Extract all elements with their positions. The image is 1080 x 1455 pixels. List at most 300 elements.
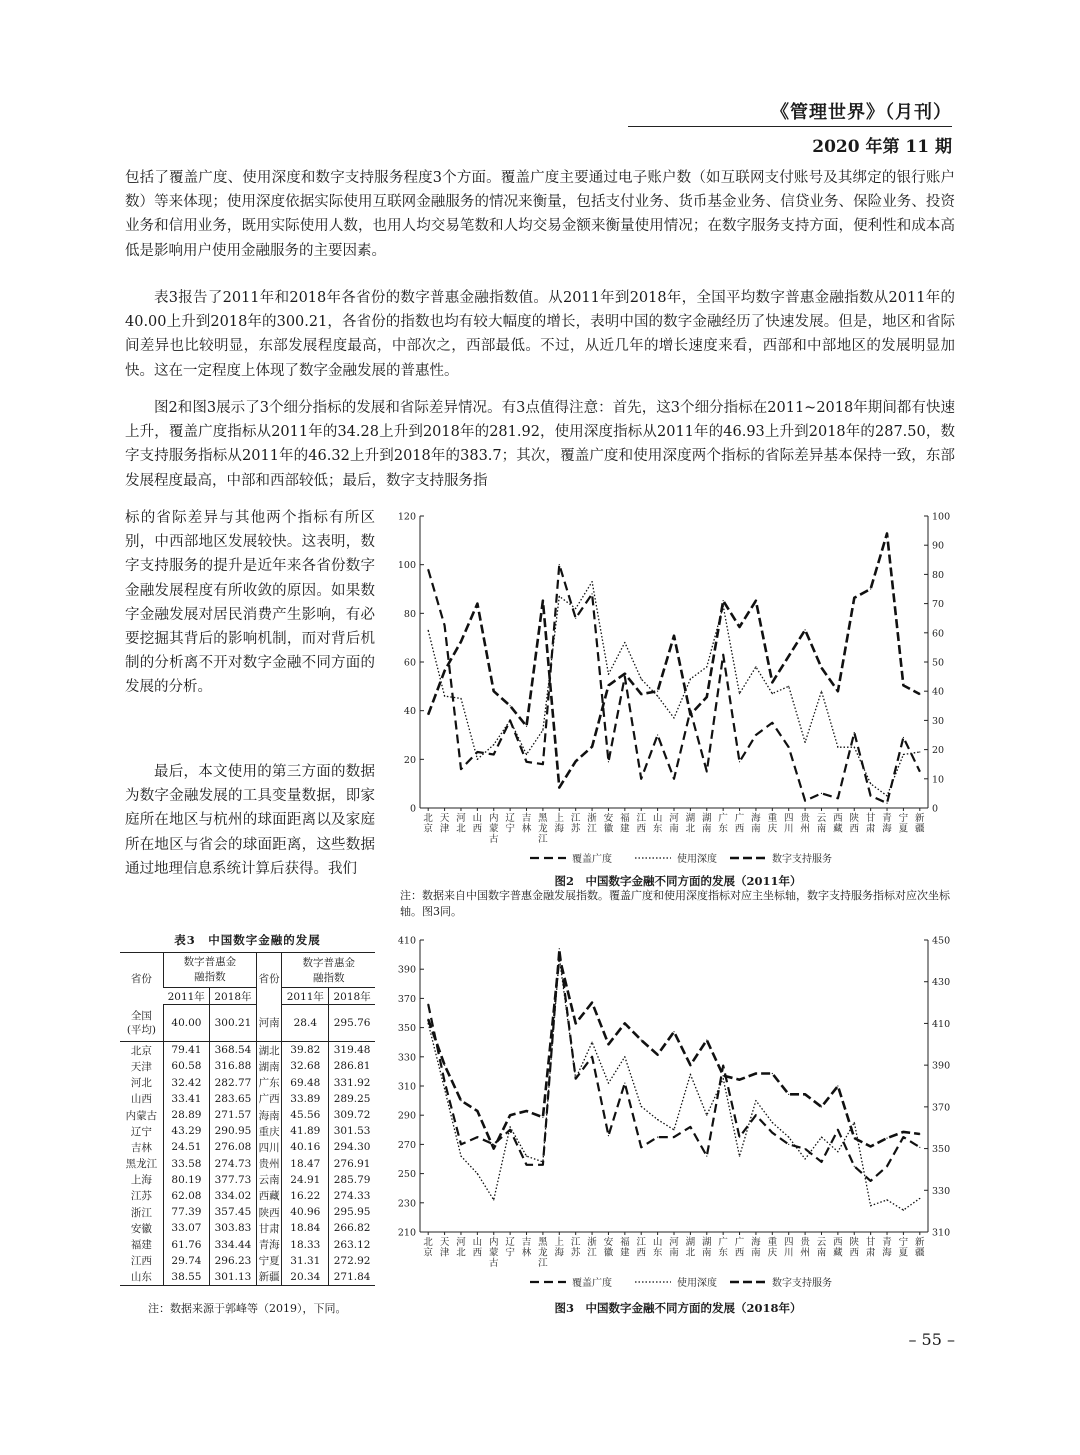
x-tick-label: 云南 <box>816 1237 827 1259</box>
x-tick-label: 河北 <box>456 813 466 835</box>
col-header-index: 数字普惠金融指数 <box>163 953 256 988</box>
data-point <box>608 1044 609 1045</box>
data-point <box>723 600 724 601</box>
data-point <box>837 798 838 799</box>
data-point <box>673 778 674 779</box>
table-cell: 西藏 <box>256 1188 282 1204</box>
journal-title: 《管理世界》（月刊） <box>771 102 952 123</box>
table-cell: 海南 <box>256 1107 282 1123</box>
y2-tick-label: 0 <box>932 803 939 815</box>
data-point <box>575 1078 576 1079</box>
data-point <box>821 1137 822 1138</box>
x-tick-label: 吉林 <box>521 1237 532 1259</box>
table-cell: 40.16 <box>282 1139 329 1155</box>
data-point <box>526 1110 527 1111</box>
table-cell: 296.23 <box>210 1253 257 1269</box>
table-row <box>120 1058 375 1074</box>
data-point <box>542 730 543 731</box>
data-point <box>444 1065 445 1066</box>
table-cell: 300.21 <box>210 1005 257 1042</box>
table-cell: 334.44 <box>210 1236 257 1252</box>
y-tick-label: 210 <box>397 1227 416 1239</box>
table-cell: 377.73 <box>210 1172 257 1188</box>
data-point <box>460 1155 461 1156</box>
table-cell: 294.30 <box>329 1139 375 1155</box>
data-point <box>739 1079 740 1080</box>
table-row <box>120 1220 375 1236</box>
x-tick-label: 山西 <box>472 813 483 835</box>
table-row <box>120 1253 375 1269</box>
x-tick-label: 海南 <box>751 813 761 835</box>
table-cell: 全国(平均) <box>120 1005 163 1042</box>
data-point <box>673 1129 674 1130</box>
data-point <box>690 1065 691 1066</box>
data-point <box>821 1106 822 1107</box>
table-cell: 282.77 <box>210 1075 257 1091</box>
table-cell: 266.82 <box>329 1220 375 1236</box>
x-tick-label: 河北 <box>456 1237 466 1259</box>
data-point <box>444 1081 445 1082</box>
data-point <box>919 1147 920 1148</box>
data-point <box>723 1065 724 1066</box>
data-point <box>526 754 527 755</box>
table-cell: 271.57 <box>210 1107 257 1123</box>
y2-tick-label: 410 <box>932 1018 951 1030</box>
table-cell: 24.91 <box>282 1172 329 1188</box>
table-cell: 江西 <box>130 1255 152 1268</box>
x-tick-label: 广西 <box>734 1237 745 1259</box>
data-point <box>526 761 527 762</box>
table-cell: 41.89 <box>282 1123 329 1139</box>
data-point <box>608 1082 609 1083</box>
table-cell: 重庆 <box>256 1123 282 1139</box>
data-point <box>575 608 576 609</box>
data-point <box>821 667 822 668</box>
table-cell: 内蒙古 <box>125 1109 158 1122</box>
data-point <box>723 1078 724 1079</box>
table-cell: 天津 <box>130 1060 152 1073</box>
table-cell: 湖北 <box>256 1042 282 1059</box>
data-point <box>673 1031 674 1032</box>
table-cell: 新疆 <box>256 1269 282 1286</box>
data-point <box>575 618 576 619</box>
y-tick-label: 350 <box>397 1023 416 1035</box>
table-cell: 295.95 <box>329 1204 375 1220</box>
table-cell: 甘肃 <box>256 1220 282 1236</box>
x-tick-label: 吉林 <box>521 813 532 835</box>
x-tick-label: 西藏 <box>833 1237 843 1259</box>
data-point <box>772 693 773 694</box>
x-tick-label: 北京 <box>423 813 433 835</box>
table-row <box>120 1236 375 1252</box>
data-point <box>690 1126 691 1127</box>
series-line-2 <box>428 958 920 1211</box>
data-point <box>903 1210 904 1211</box>
table-cell: 45.56 <box>282 1107 329 1123</box>
x-tick-label: 贵州 <box>800 813 810 835</box>
table-cell: 43.29 <box>163 1123 209 1139</box>
data-point <box>673 717 674 718</box>
x-tick-label: 湖北 <box>685 813 696 835</box>
table-cell: 368.54 <box>210 1042 257 1059</box>
x-tick-label: 辽宁 <box>505 1237 515 1259</box>
data-point <box>804 1158 805 1159</box>
data-point <box>428 714 429 715</box>
data-point <box>510 1115 511 1116</box>
data-point <box>772 1122 773 1123</box>
table-cell: 湖南 <box>256 1058 282 1074</box>
data-point <box>706 696 707 697</box>
data-point <box>526 1164 527 1165</box>
data-point <box>493 1148 494 1149</box>
x-tick-label: 重庆 <box>767 813 778 835</box>
data-point <box>706 1040 707 1041</box>
y2-tick-label: 40 <box>932 686 945 698</box>
y-tick-label: 230 <box>397 1198 416 1210</box>
figure-2-chart <box>390 506 960 876</box>
x-tick-label: 江苏 <box>570 1237 581 1259</box>
x-tick-label: 黑龙江 <box>538 1237 548 1269</box>
x-tick-label: 宁夏 <box>898 1237 909 1259</box>
table-cell: 辽宁 <box>130 1125 152 1138</box>
table-3-note: 注：数据来源于郭峰等（2019），下同。 <box>148 1302 347 1315</box>
y2-tick-label: 80 <box>932 569 945 581</box>
data-point <box>591 1056 592 1057</box>
data-point <box>608 685 609 686</box>
data-point <box>428 1004 429 1005</box>
data-point <box>559 956 560 957</box>
table-cell: 广东 <box>256 1075 282 1091</box>
data-point <box>804 742 805 743</box>
legend-label-2: 使用深度 <box>677 854 717 865</box>
data-point <box>657 734 658 735</box>
x-tick-label: 内蒙古 <box>488 1237 499 1269</box>
data-point <box>919 1198 920 1199</box>
paragraph-1: 包括了覆盖广度、使用深度和数字支持服务程度3个方面。覆盖广度主要通过电子账户数（如互联网支付账号及其绑定的银行账户数）等来体现；使用深度依据实际使用互联网金融服务的情况来衡量，包括支付业务、货币基金业务、信贷业务、保险业务、投资业务和信用业务，既用实际使用人数，也用人均交易笔数和人均交易金额来衡量使用情况；在数字服务支持方面，便利性和成本高低是影响用户使用金融服务的主要因素。 <box>125 170 955 259</box>
data-point <box>837 691 838 692</box>
data-point <box>919 694 920 695</box>
data-point <box>739 1155 740 1156</box>
y-tick-label: 100 <box>397 560 416 572</box>
data-point <box>804 800 805 801</box>
y-tick-label: 20 <box>403 754 416 766</box>
x-tick-label: 宁夏 <box>898 813 909 835</box>
table-cell: 274.33 <box>329 1188 375 1204</box>
data-point <box>575 761 576 762</box>
data-point <box>870 1205 871 1206</box>
table-cell: 40.96 <box>282 1204 329 1220</box>
table-cell: 贵州 <box>256 1156 282 1172</box>
data-point <box>673 1137 674 1138</box>
data-point <box>755 1115 756 1116</box>
data-point <box>723 654 724 655</box>
data-point <box>690 1074 691 1075</box>
data-point <box>886 533 887 534</box>
x-tick-label: 江苏 <box>570 813 581 835</box>
x-tick-label: 浙江 <box>587 813 597 835</box>
y-tick-label: 390 <box>397 964 416 976</box>
table-cell: 四川 <box>256 1139 282 1155</box>
x-tick-label: 上海 <box>554 813 565 835</box>
data-point <box>739 761 740 762</box>
x-tick-label: 甘肃 <box>865 813 876 835</box>
x-tick-label: 重庆 <box>767 1237 778 1259</box>
data-point <box>477 759 478 760</box>
data-point <box>788 1137 789 1138</box>
x-tick-label: 福建 <box>620 1237 630 1259</box>
series-line-1 <box>428 565 920 803</box>
data-point <box>591 581 592 582</box>
paragraph-4: 最后，本文使用的第三方面的数据为数字金融发展的工具变量数据，即家庭所在地区与杭州的球面距离以及家庭所在地区与省会的球面距离，这些数据通过地理信息系统计算后获得。我们 <box>125 764 375 877</box>
data-point <box>624 1056 625 1057</box>
data-point <box>854 1166 855 1167</box>
table-cell: 80.19 <box>163 1172 209 1188</box>
table-cell: 40.00 <box>163 1005 209 1042</box>
y2-tick-label: 50 <box>932 657 945 669</box>
x-tick-label: 云南 <box>816 813 827 835</box>
paragraph-3: 图2和图3展示了3个细分指标的发展和省际差异情况。有3点值得注意：首先，这3个细分指标在2011~2018年期间都有快速上升，覆盖广度指标从2011年的34.28上升到2018年的281.92，使用深度指标从2011年的46.93上升到2018年的287.50，数字支持服务指标从2011年的46.32上升到2018年的383.7；其次，覆盖广度和使用深度两个指标的省际差异基本保持一致，东部发展程度最高，中部和西部较低；最后，数字支持服务指 <box>125 400 955 489</box>
table-row <box>120 1075 375 1091</box>
data-point <box>591 593 592 594</box>
y2-tick-label: 450 <box>932 935 951 947</box>
data-point <box>542 1161 543 1162</box>
table-row <box>120 1107 375 1123</box>
y2-tick-label: 390 <box>932 1060 951 1072</box>
data-point <box>755 666 756 667</box>
x-tick-label: 四川 <box>783 813 794 835</box>
data-point <box>575 1023 576 1024</box>
table-cell: 290.95 <box>210 1123 257 1139</box>
data-point <box>624 676 625 677</box>
data-point <box>755 1073 756 1074</box>
data-point <box>886 1166 887 1167</box>
legend-label-1: 覆盖广度 <box>572 854 612 865</box>
x-tick-label: 浙江 <box>587 1237 597 1259</box>
y2-tick-label: 310 <box>932 1227 951 1239</box>
data-point <box>870 588 871 589</box>
data-point <box>477 1173 478 1174</box>
data-point <box>624 1082 625 1083</box>
table-cell: 62.08 <box>163 1188 209 1204</box>
x-tick-label: 青海 <box>882 1237 892 1259</box>
table-cell: 60.58 <box>163 1058 209 1074</box>
table-cell: 16.22 <box>282 1188 329 1204</box>
x-tick-label: 福建 <box>620 813 630 835</box>
data-point <box>477 1110 478 1111</box>
data-point <box>706 771 707 772</box>
table-cell: 青海 <box>256 1236 282 1252</box>
x-tick-label: 天津 <box>439 1237 450 1259</box>
paragraph-3-continued: 标的省际差异与其他两个指标有所区别，中西部地区发展较快。这表明，数字支持服务的提升是近年来各省份数字金融发展程度有所收敛的原因。如果数字金融发展对居民消费产生影响，有必要挖掘其背后的影响机制，而对背后机制的分析离不开对数字金融不同方面的发展的分析。 <box>125 510 375 696</box>
y2-tick-label: 430 <box>932 977 951 989</box>
x-tick-label: 河南 <box>669 1237 679 1259</box>
x-tick-label: 湖南 <box>702 813 712 835</box>
data-point <box>542 1164 543 1165</box>
y2-tick-label: 20 <box>932 745 945 757</box>
data-point <box>706 1155 707 1156</box>
table-cell: 331.92 <box>329 1075 375 1091</box>
col-header-index-2: 数字普惠金融指数 <box>282 953 375 988</box>
data-point <box>641 678 642 679</box>
col-header-2011: 2011年 <box>163 988 209 1005</box>
table-row <box>120 1188 375 1204</box>
data-point <box>608 1135 609 1136</box>
y-tick-label: 120 <box>397 511 416 523</box>
data-point <box>903 737 904 738</box>
data-point <box>903 685 904 686</box>
x-tick-label: 四川 <box>783 1237 794 1259</box>
data-point <box>428 569 429 570</box>
data-point <box>428 630 429 631</box>
data-point <box>641 694 642 695</box>
data-point <box>526 726 527 727</box>
data-point <box>788 686 789 687</box>
table-cell: 301.53 <box>329 1123 375 1139</box>
table-cell: 云南 <box>256 1172 282 1188</box>
x-tick-label: 河南 <box>669 813 679 835</box>
x-tick-label: 江西 <box>636 813 646 835</box>
data-point <box>886 1138 887 1139</box>
data-point <box>690 678 691 679</box>
table-cell: 39.82 <box>282 1042 329 1059</box>
table-cell: 浙江 <box>130 1206 152 1219</box>
data-point <box>477 751 478 752</box>
data-point <box>657 695 658 696</box>
data-point <box>559 596 560 597</box>
data-point <box>870 795 871 796</box>
y-tick-label: 330 <box>397 1052 416 1064</box>
data-point <box>870 783 871 784</box>
table-cell: 295.76 <box>329 1005 375 1042</box>
data-point <box>657 1119 658 1120</box>
data-point <box>542 764 543 765</box>
header-rule <box>628 126 952 127</box>
data-point <box>739 1137 740 1138</box>
data-point <box>460 1100 461 1101</box>
x-tick-label: 青海 <box>882 813 892 835</box>
table-cell: 28.4 <box>282 1005 329 1042</box>
data-point <box>854 1122 855 1123</box>
data-point <box>657 691 658 692</box>
table-cell: 286.81 <box>329 1058 375 1074</box>
x-tick-label: 辽宁 <box>505 813 515 835</box>
table-cell: 301.13 <box>210 1269 257 1286</box>
y2-tick-label: 350 <box>932 1144 951 1156</box>
data-point <box>854 732 855 733</box>
data-point <box>886 795 887 796</box>
data-point <box>690 714 691 715</box>
y2-tick-label: 330 <box>932 1185 951 1197</box>
data-point <box>886 1199 887 1200</box>
data-point <box>493 754 494 755</box>
y2-tick-label: 70 <box>932 599 945 611</box>
y2-tick-label: 100 <box>932 511 951 523</box>
table-cell: 33.89 <box>282 1091 329 1107</box>
y-tick-label: 0 <box>409 803 416 815</box>
data-point <box>657 1054 658 1055</box>
legend-label-3: 数字支持服务 <box>772 854 832 865</box>
table-cell: 33.41 <box>163 1091 209 1107</box>
data-point <box>444 625 445 626</box>
data-point <box>886 803 887 804</box>
data-point <box>870 1180 871 1181</box>
x-tick-label: 广西 <box>734 813 745 835</box>
data-point <box>542 1117 543 1118</box>
col-header-2018-b: 2018年 <box>329 988 375 1005</box>
x-tick-label: 海南 <box>751 1237 761 1259</box>
data-point <box>444 1088 445 1089</box>
paragraph-2: 表3报告了2011年和2018年各省份的数字普惠金融指数值。从2011年到2018年，全国平均数字普惠金融指数从2011年的40.00上升到2018年的300.21，各省份的指数也均有较大幅度的增长，表明中国的数字金融经历了快速发展。但是，地区和省际间差异也比较明显，东部发展程度最高，中部次之，西部最低。不过，从近几年的增长速度来看，西部和中部地区的发展明显加快。这在一定程度上体现了数字金融发展的普惠性。 <box>125 290 955 379</box>
table-row <box>120 1172 375 1188</box>
table-cell: 山西 <box>130 1093 152 1106</box>
data-point <box>772 682 773 683</box>
data-point <box>919 1133 920 1134</box>
data-point <box>870 1146 871 1147</box>
x-tick-label: 广东 <box>718 1237 728 1259</box>
data-point <box>559 564 560 565</box>
table-cell: 河北 <box>130 1077 152 1090</box>
table-row <box>120 1123 375 1139</box>
x-tick-label: 贵州 <box>800 1237 810 1259</box>
table-cell: 33.07 <box>163 1220 209 1236</box>
table-cell: 69.48 <box>282 1075 329 1091</box>
data-point <box>673 635 674 636</box>
x-tick-label: 北京 <box>423 1237 433 1259</box>
y2-tick-label: 370 <box>932 1102 951 1114</box>
x-tick-label: 江西 <box>636 1237 646 1259</box>
table-cell: 安徽 <box>130 1222 152 1235</box>
y2-tick-label: 30 <box>932 715 945 727</box>
data-point <box>706 1115 707 1116</box>
table-cell: 319.48 <box>329 1042 375 1059</box>
data-point <box>772 1073 773 1074</box>
table-row <box>120 1269 375 1286</box>
table-cell: 31.31 <box>282 1253 329 1269</box>
data-point <box>510 720 511 721</box>
data-point <box>903 1131 904 1132</box>
y-tick-label: 290 <box>397 1110 416 1122</box>
x-tick-label: 新疆 <box>915 1237 925 1259</box>
series-line-3 <box>428 957 920 1149</box>
table-cell: 289.25 <box>329 1091 375 1107</box>
data-point <box>510 1126 511 1127</box>
data-point <box>493 691 494 692</box>
table-cell: 北京 <box>130 1044 152 1057</box>
data-point <box>755 600 756 601</box>
table-cell: 274.73 <box>210 1156 257 1172</box>
x-tick-label: 内蒙古 <box>488 813 499 845</box>
y-tick-label: 310 <box>397 1081 416 1093</box>
table-cell: 宁夏 <box>256 1253 282 1269</box>
table-cell: 61.76 <box>163 1236 209 1252</box>
data-point <box>624 642 625 643</box>
data-point <box>739 693 740 694</box>
x-tick-label: 黑龙江 <box>538 813 548 845</box>
x-tick-label: 广东 <box>718 813 728 835</box>
y-tick-label: 40 <box>403 706 416 718</box>
col-header-province-2: 省份 <box>256 953 282 1005</box>
y-tick-label: 60 <box>403 657 416 669</box>
table-cell: 309.72 <box>329 1107 375 1123</box>
data-point <box>837 1085 838 1086</box>
data-point <box>723 1075 724 1076</box>
table-cell: 271.84 <box>329 1269 375 1286</box>
table-cell: 24.51 <box>163 1139 209 1155</box>
figure-2-note: 注：数据来自中国数字普惠金融发展指数。覆盖广度和使用深度指标对应主坐标轴，数字支持服务指标对应次坐标轴。图3同。 <box>400 889 950 918</box>
x-tick-label: 新疆 <box>915 813 925 835</box>
y-tick-label: 80 <box>403 608 416 620</box>
col-header-2011-b: 2011年 <box>282 988 329 1005</box>
